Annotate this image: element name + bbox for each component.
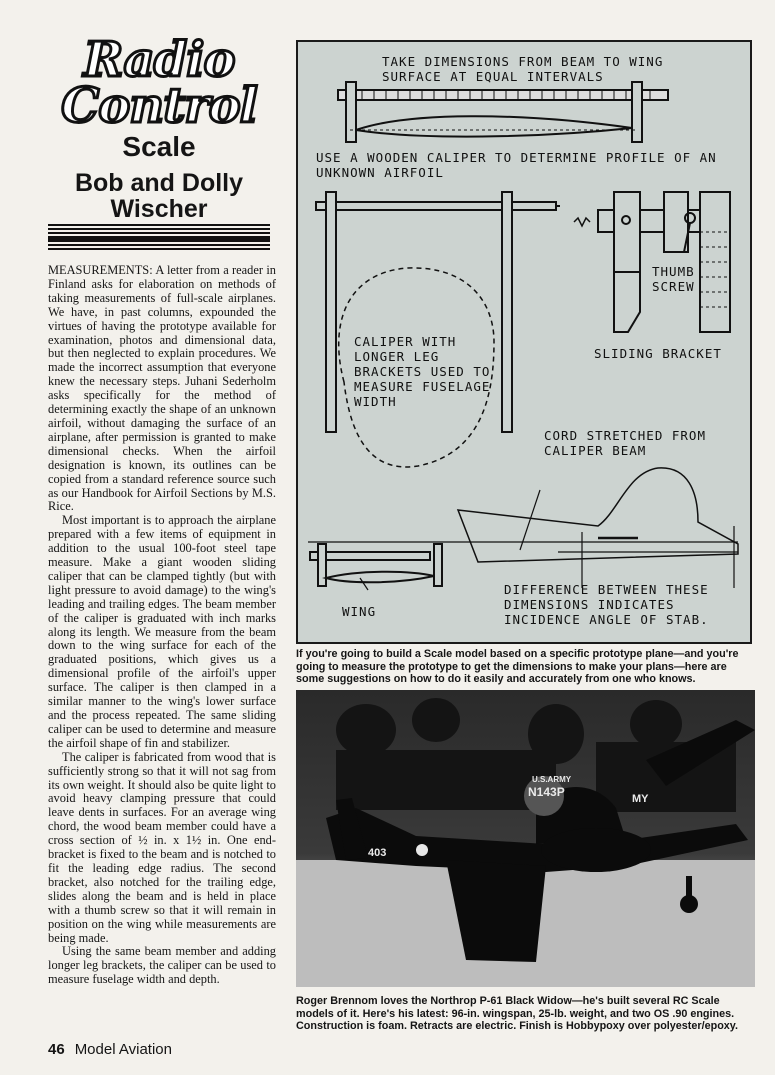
label-thumb-screw: THUMB SCREW [652,264,695,294]
masthead-word-control: Control [61,78,257,134]
label-wing: WING [342,604,377,619]
marking-usarmy: U.S.ARMY [532,775,572,784]
marking-fuselage: 403 [368,847,387,859]
label-longer-leg-brackets: CALIPER WITH LONGER LEG BRACKETS USED TO MEASURE FUSELAGE WIDTH [354,334,491,409]
p61-black-widow-image [296,690,755,987]
article-paragraph-2: Most important is to approach the airplane prepared with a few items of equipment in addition to the usual 100-foot steel tape measure. Make a giant wooden sliding caliper that can be clamped tightly (but with light pressure to avoid damage) to the wing's leading and trailing edges. The beam member of the caliper is graduated with inch marks along its length. We measure from the beam down to the wing surface for each of the graduated positions, which gives us a dimensional profile of the airfoil's upper surface. The caliper is then clamped in a similar manner to the wing's lower surface and the process repeated. The same sliding caliper can be used to determine and measure the airfoil shape of fin and stabilizer. [48,513,276,750]
page-footer [48,1041,172,1059]
magazine-name: Model Aviation [74,1041,172,1058]
marking-tail: MY [632,793,649,805]
diagram-caption: If you're going to build a Scale model based on a specific prototype plane—and you're going to measure the prototype to get the dimensions to make your plans—here are some suggestions on how to do it easily and accurately from one who knows. [296,648,739,686]
article-paragraph-4: Using the same beam member and adding longer leg brackets, the caliper can be used to measure fuselage width and depth. [48,944,276,987]
article-paragraph-1: MEASUREMENTS: A letter from a reader in Finland asks for elaboration on methods of taking measurements of full-scale airplanes. We have, in past columns, expounded the virtues of having the prototype available for examination, photos and dimensional data, but then neglected to explain procedures. We made the incorrect assumption that everyone knew the necessary steps. Juhani Sederholm asks specifically for the method of determining exactly the shape of an unknown airfoil, without damaging the surface of an airplane, after permission is granted to make dimensional checks. When the airfoil designation is known, its outlines can be copied from a standard reference source such as our Handbook for Airfoil Sections by M.S. Rice. [48,263,276,514]
marking-serial: N143P [528,785,565,799]
label-take-dimensions: TAKE DIMENSIONS FROM BEAM TO WING SURFACE AT EQUAL INTERVALS [382,54,664,84]
header-rules-divider [48,224,270,258]
page-number: 46 [48,1041,65,1058]
column-masthead [48,32,270,134]
p61-model-photo [296,690,755,987]
label-cord-stretched: CORD STRETCHED FROM CALIPER BEAM [544,428,706,458]
label-wooden-caliper: USE A WOODEN CALIPER TO DETERMINE PROFILE OF AN UNKNOWN AIRFOIL [316,150,717,180]
photo-caption: Roger Brennom loves the Northrop P-61 Black Widow—he's built several RC Scale models of it. Here's his latest: 96-in. wingspan, 25-lb. weight, and two OS .90 engines. Construction is foam. Retracts are electric. Finish is Hobbypoxy over polyester/epoxy. [296,995,739,1033]
article-column [48,264,276,987]
byline [48,170,270,222]
article-paragraph-3: The caliper is fabricated from wood that is sufficiently strong so that it will not sag from its own weight. It should also be quite light to avoid heavy clamping pressure that could leave dents in surfaces. For an average wing chord, the wood beam member could have a cross section of ½ in. x 1½ in. One end-bracket is fixed to the beam and is notched to fit the leading edge radius. The second bracket, also notched for the trailing edge, slides along the beam and is held in place with a thumb screw so that it will remain in position on the wing while measurements are being made. [48,749,276,945]
caliper-diagram [296,40,752,644]
byline-line-2: Wischer [110,195,208,223]
byline-line-1: Bob and Dolly [74,169,244,197]
masthead-word-radio: Radio [83,32,235,88]
label-sliding-bracket: SLIDING BRACKET [594,346,722,361]
label-difference-incidence: DIFFERENCE BETWEEN THESE DIMENSIONS INDICATES INCIDENCE ANGLE OF STAB. [504,582,709,627]
department-title: Scale [122,131,196,162]
